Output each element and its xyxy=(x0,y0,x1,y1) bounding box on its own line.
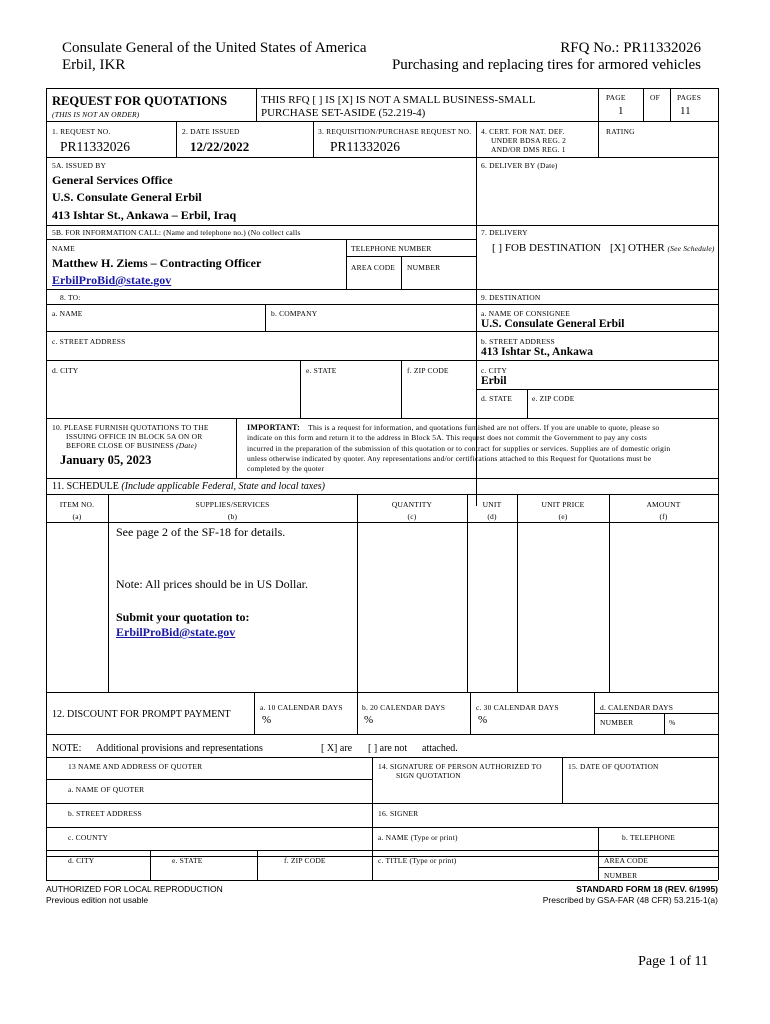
quotation-date-label: 15. DATE OF QUOTATION xyxy=(568,762,659,771)
important-notice xyxy=(247,423,717,474)
dest-street-label: b. STREET ADDRESS xyxy=(481,337,555,346)
destination-label: 9. DESTINATION xyxy=(481,293,541,302)
to-label: 8. TO: xyxy=(60,293,81,302)
other-option-note: (See Schedule) xyxy=(667,244,715,253)
other-option[interactable] xyxy=(610,242,715,254)
important-line1: This is a request for information, and quotations furnished are not offers. If you are unable to quote, please so xyxy=(308,423,660,432)
deliver-by-label: 6. DELIVER BY (Date) xyxy=(481,161,558,170)
furnish-date-note: (Date) xyxy=(176,441,197,450)
signer-label: 16. SIGNER xyxy=(378,809,419,818)
cert-label-3: AND/OR DMS REG. 1 xyxy=(491,145,566,154)
to-company-label: b. COMPANY xyxy=(271,309,318,318)
important-line3: incurred in the preparation of the submission of this quotation or to contract for supplies or services. Supplies are of domestic origin xyxy=(247,443,671,453)
col-supplies-sub: (b) xyxy=(227,512,238,521)
signer-title-label: c. TITLE (Type or print) xyxy=(378,856,457,865)
note-are-option[interactable]: [ X] are xyxy=(321,743,353,754)
signature-label-2: SIGN QUOTATION xyxy=(396,771,461,780)
discount-30-days-label: c. 30 CALENDAR DAYS xyxy=(476,703,559,712)
consulate-name: Consulate General of the United States of America xyxy=(62,40,367,56)
contact-email-link[interactable]: ErbilProBid@state.gov xyxy=(52,273,172,287)
other-option-label: [X] OTHER xyxy=(610,242,665,254)
signer-area-code-label: AREA CODE xyxy=(604,856,649,865)
discount-number-label: NUMBER xyxy=(600,718,634,727)
schedule-label: 11. SCHEDULE xyxy=(52,481,119,492)
quoter-zip-label: f. ZIP CODE xyxy=(284,856,326,865)
quoter-street-label: b. STREET ADDRESS xyxy=(68,809,142,818)
schedule-email-link[interactable]: ErbilProBid@state.gov xyxy=(116,625,236,639)
schedule-note: (Include applicable Federal, State and local taxes) xyxy=(121,481,325,492)
discount-custom-pct: % xyxy=(669,718,676,727)
to-zip-label: f. ZIP CODE xyxy=(407,366,449,375)
date-issued-value: 12/22/2022 xyxy=(190,139,250,154)
discount-custom-days-label: d. CALENDAR DAYS xyxy=(600,703,674,712)
issued-by-line3: 413 Ishtar St., Ankawa – Erbil, Iraq xyxy=(52,208,237,222)
footer-prescribed: Prescribed by GSA-FAR (48 CFR) 53.215-1(a) xyxy=(542,895,718,905)
rfq-number-header: RFQ No.: PR11332026 xyxy=(560,40,701,56)
footer-previous-edition: Previous edition not usable xyxy=(46,895,149,905)
furnish-line3 xyxy=(66,441,197,450)
schedule-line-submit: Submit your quotation to: xyxy=(116,610,250,624)
page-label: PAGE xyxy=(606,93,626,102)
quoter-city-label: d. CITY xyxy=(68,856,95,865)
request-no-label: 1. REQUEST NO. xyxy=(52,127,111,136)
note-text: Additional provisions and representations xyxy=(96,743,263,754)
quote-due-date: January 05, 2023 xyxy=(60,453,152,467)
schedule-line-currency: Note: All prices should be in US Dollar. xyxy=(116,577,308,591)
col-amount-header: AMOUNT xyxy=(646,500,681,509)
discount-label: 12. DISCOUNT FOR PROMPT PAYMENT xyxy=(52,709,231,720)
col-item-sub: (a) xyxy=(72,512,82,521)
signer-name-label: a. NAME (Type or print) xyxy=(378,833,458,842)
setaside-line1: THIS RFQ [ ] IS [X] IS NOT A SMALL BUSINESS-SMALL xyxy=(261,94,536,106)
quoter-state-label: e. STATE xyxy=(172,856,203,865)
quoter-county-label: c. COUNTY xyxy=(68,833,109,842)
area-code-label: AREA CODE xyxy=(351,263,396,272)
consulate-location: Erbil, IKR xyxy=(62,57,126,73)
discount-10-days-pct: % xyxy=(262,714,272,726)
col-qty-sub: (c) xyxy=(407,512,417,521)
dest-street-value: 413 Ishtar St., Ankawa xyxy=(481,346,593,358)
form-subtitle: (THIS IS NOT AN ORDER) xyxy=(52,110,140,119)
request-no-value: PR11332026 xyxy=(60,139,131,154)
important-label: IMPORTANT: xyxy=(247,423,300,432)
form-title: REQUEST FOR QUOTATIONS xyxy=(52,94,228,108)
delivery-label: 7. DELIVERY xyxy=(481,228,528,237)
col-qty-header: QUANTITY xyxy=(391,500,433,509)
to-street-label: c. STREET ADDRESS xyxy=(52,337,126,346)
note-attached: attached. xyxy=(422,743,458,754)
issued-by-line2: U.S. Consulate General Erbil xyxy=(52,190,202,204)
of-label: OF xyxy=(650,93,660,102)
important-line2: indicate on this form and return it to the address in Block 5A. This request does not commit the Government to pay any costs xyxy=(247,433,648,443)
dest-state-label: d. STATE xyxy=(481,394,512,403)
signature-label-1: 14. SIGNATURE OF PERSON AUTHORIZED TO xyxy=(378,762,542,771)
furnish-line1: 10. PLEASE FURNISH QUOTATIONS TO THE xyxy=(52,423,209,432)
discount-20-days-pct: % xyxy=(364,714,374,726)
consignee-value: U.S. Consulate General Erbil xyxy=(481,318,625,330)
furnish-line3-text: BEFORE CLOSE OF BUSINESS xyxy=(66,441,174,450)
requisition-no-label: 3. REQUISITION/PURCHASE REQUEST NO. xyxy=(318,127,472,136)
to-name-label: a. NAME xyxy=(52,309,83,318)
to-state-label: e. STATE xyxy=(306,366,337,375)
furnish-line2: ISSUING OFFICE IN BLOCK 5A ON OR xyxy=(66,432,203,441)
signer-number-label: NUMBER xyxy=(604,871,638,880)
note-label: NOTE: xyxy=(52,743,82,754)
discount-20-days-label: b. 20 CALENDAR DAYS xyxy=(362,703,446,712)
dest-city-label: c. CITY xyxy=(481,366,507,375)
quoter-section-label: 13 NAME AND ADDRESS OF QUOTER xyxy=(68,762,203,771)
cert-label-2: UNDER BDSA REG. 2 xyxy=(491,136,567,145)
schedule-line-details: See page 2 of the SF-18 for details. xyxy=(116,525,286,539)
issued-by-label: 5A. ISSUED BY xyxy=(52,161,107,170)
schedule-heading xyxy=(52,481,325,492)
requisition-no-value: PR11332026 xyxy=(330,139,401,154)
issued-by-line1: General Services Office xyxy=(52,173,173,187)
date-issued-label: 2. DATE ISSUED xyxy=(182,127,240,136)
rfq-description-header: Purchasing and replacing tires for armored vehicles xyxy=(391,57,701,73)
note-are-not-option[interactable]: [ ] are not xyxy=(368,743,408,754)
page-number: Page 1 of 11 xyxy=(638,954,708,969)
discount-10-days-label: a. 10 CALENDAR DAYS xyxy=(260,703,343,712)
to-city-label: d. CITY xyxy=(52,366,79,375)
col-price-header: UNIT PRICE xyxy=(541,500,585,509)
cert-label-1: 4. CERT. FOR NAT. DEF. xyxy=(481,127,565,136)
page-value: 1 xyxy=(618,105,624,117)
contact-name-label: NAME xyxy=(52,244,75,253)
consignee-label: a. NAME OF CONSIGNEE xyxy=(481,309,570,318)
col-price-sub: (e) xyxy=(558,512,568,521)
pages-value: 11 xyxy=(680,105,691,117)
col-unit-sub: (d) xyxy=(487,512,497,521)
col-amount-sub: (f) xyxy=(659,512,668,521)
important-line4: unless otherwise indicated by quoter. Any representations and/or certifications attached to this Request for Quotations must be xyxy=(247,453,652,463)
dest-zip-label: e. ZIP CODE xyxy=(532,394,575,403)
footer-reproduction: AUTHORIZED FOR LOCAL REPRODUCTION xyxy=(46,884,223,894)
footer-form-id: STANDARD FORM 18 (REV. 6/1995) xyxy=(576,884,718,894)
important-line5: completed by the quoter xyxy=(247,464,325,474)
setaside-line2: PURCHASE SET-ASIDE (52.219-4) xyxy=(261,107,426,119)
rating-label: RATING xyxy=(606,127,635,136)
pages-label: PAGES xyxy=(677,93,702,102)
col-supplies-header: SUPPLIES/SERVICES xyxy=(195,500,270,509)
signer-telephone-label: b. TELEPHONE xyxy=(622,833,676,842)
col-unit-header: UNIT xyxy=(482,500,502,509)
quoter-name-label: a. NAME OF QUOTER xyxy=(68,785,145,794)
dest-city-value: Erbil xyxy=(481,375,507,387)
telephone-label: TELEPHONE NUMBER xyxy=(351,244,432,253)
fob-destination-option[interactable]: [ ] FOB DESTINATION xyxy=(492,242,602,254)
contact-name-value: Matthew H. Ziems – Contracting Officer xyxy=(52,256,262,270)
info-call-label: 5B. FOR INFORMATION CALL: (Name and telephone no.) (No collect calls xyxy=(52,228,301,237)
discount-30-days-pct: % xyxy=(478,714,488,726)
phone-number-label: NUMBER xyxy=(407,263,441,272)
col-item-header: ITEM NO. xyxy=(59,500,95,509)
